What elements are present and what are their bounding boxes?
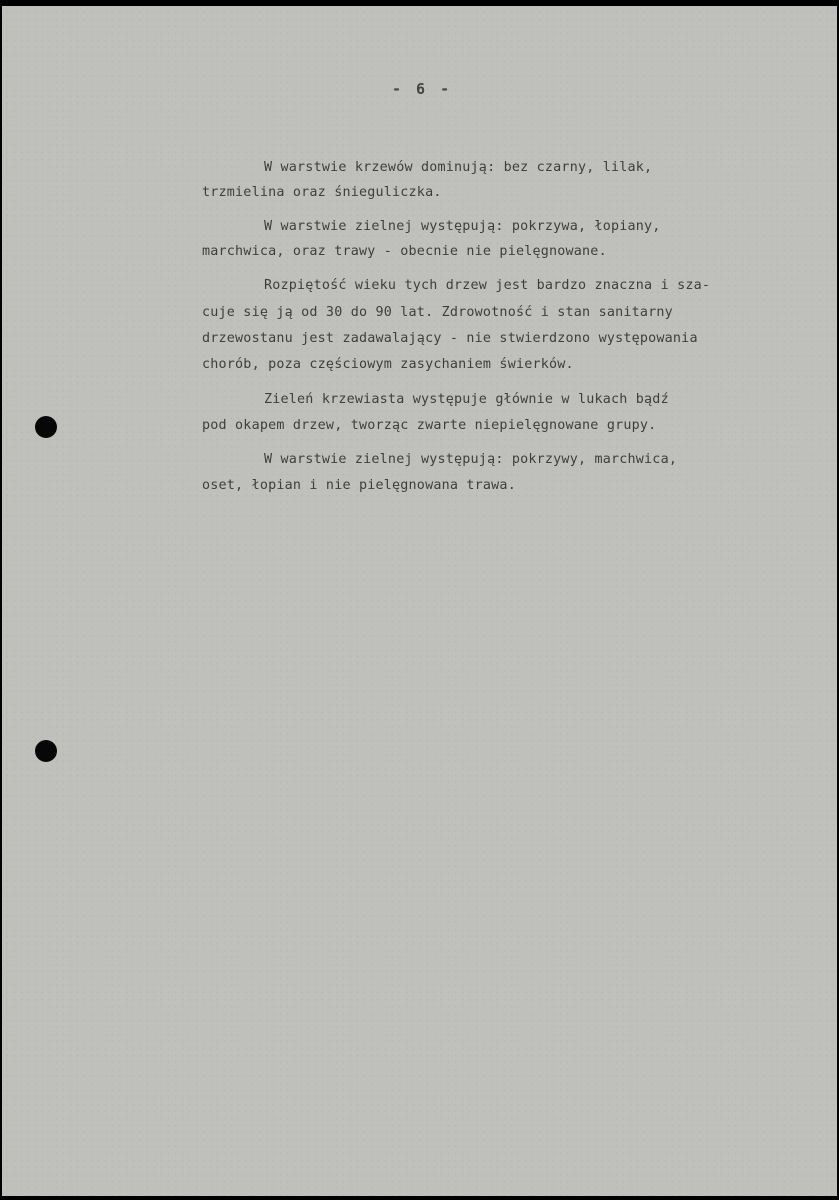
- paragraph-line: W warstwie krzewów dominują: bez czarny, lilak,: [264, 160, 653, 175]
- paragraph-line: W warstwie zielnej występują: pokrzywa, łopiany,: [264, 219, 661, 234]
- paragraph-line: trzmielina oraz śnieguliczka.: [202, 185, 442, 200]
- paragraph-line: drzewostanu jest zadawalający - nie stwierdzono występowania: [202, 331, 698, 346]
- paragraph-line: pod okapem drzew, tworząc zwarte niepielęgnowane grupy.: [202, 418, 657, 433]
- paragraph-line: Zieleń krzewiasta występuje głównie w lukach bądź: [264, 392, 669, 407]
- document-page: [2, 6, 837, 1196]
- paragraph-line: marchwica, oraz trawy - obecnie nie pielęgnowane.: [202, 244, 607, 259]
- page-number: - 6 -: [392, 80, 453, 98]
- punch-hole-top: [35, 416, 57, 438]
- paragraph-line: oset, łopian i nie pielęgnowana trawa.: [202, 478, 516, 493]
- paragraph-line: chorób, poza częściowym zasychaniem świerków.: [202, 357, 574, 372]
- paragraph-line: cuje się ją od 30 do 90 lat. Zdrowotność i stan sanitarny: [202, 305, 673, 320]
- punch-hole-bottom: [35, 740, 57, 762]
- paragraph-line: W warstwie zielnej występują: pokrzywy, marchwica,: [264, 452, 678, 467]
- paragraph-line: Rozpiętość wieku tych drzew jest bardzo znaczna i sza-: [264, 278, 711, 293]
